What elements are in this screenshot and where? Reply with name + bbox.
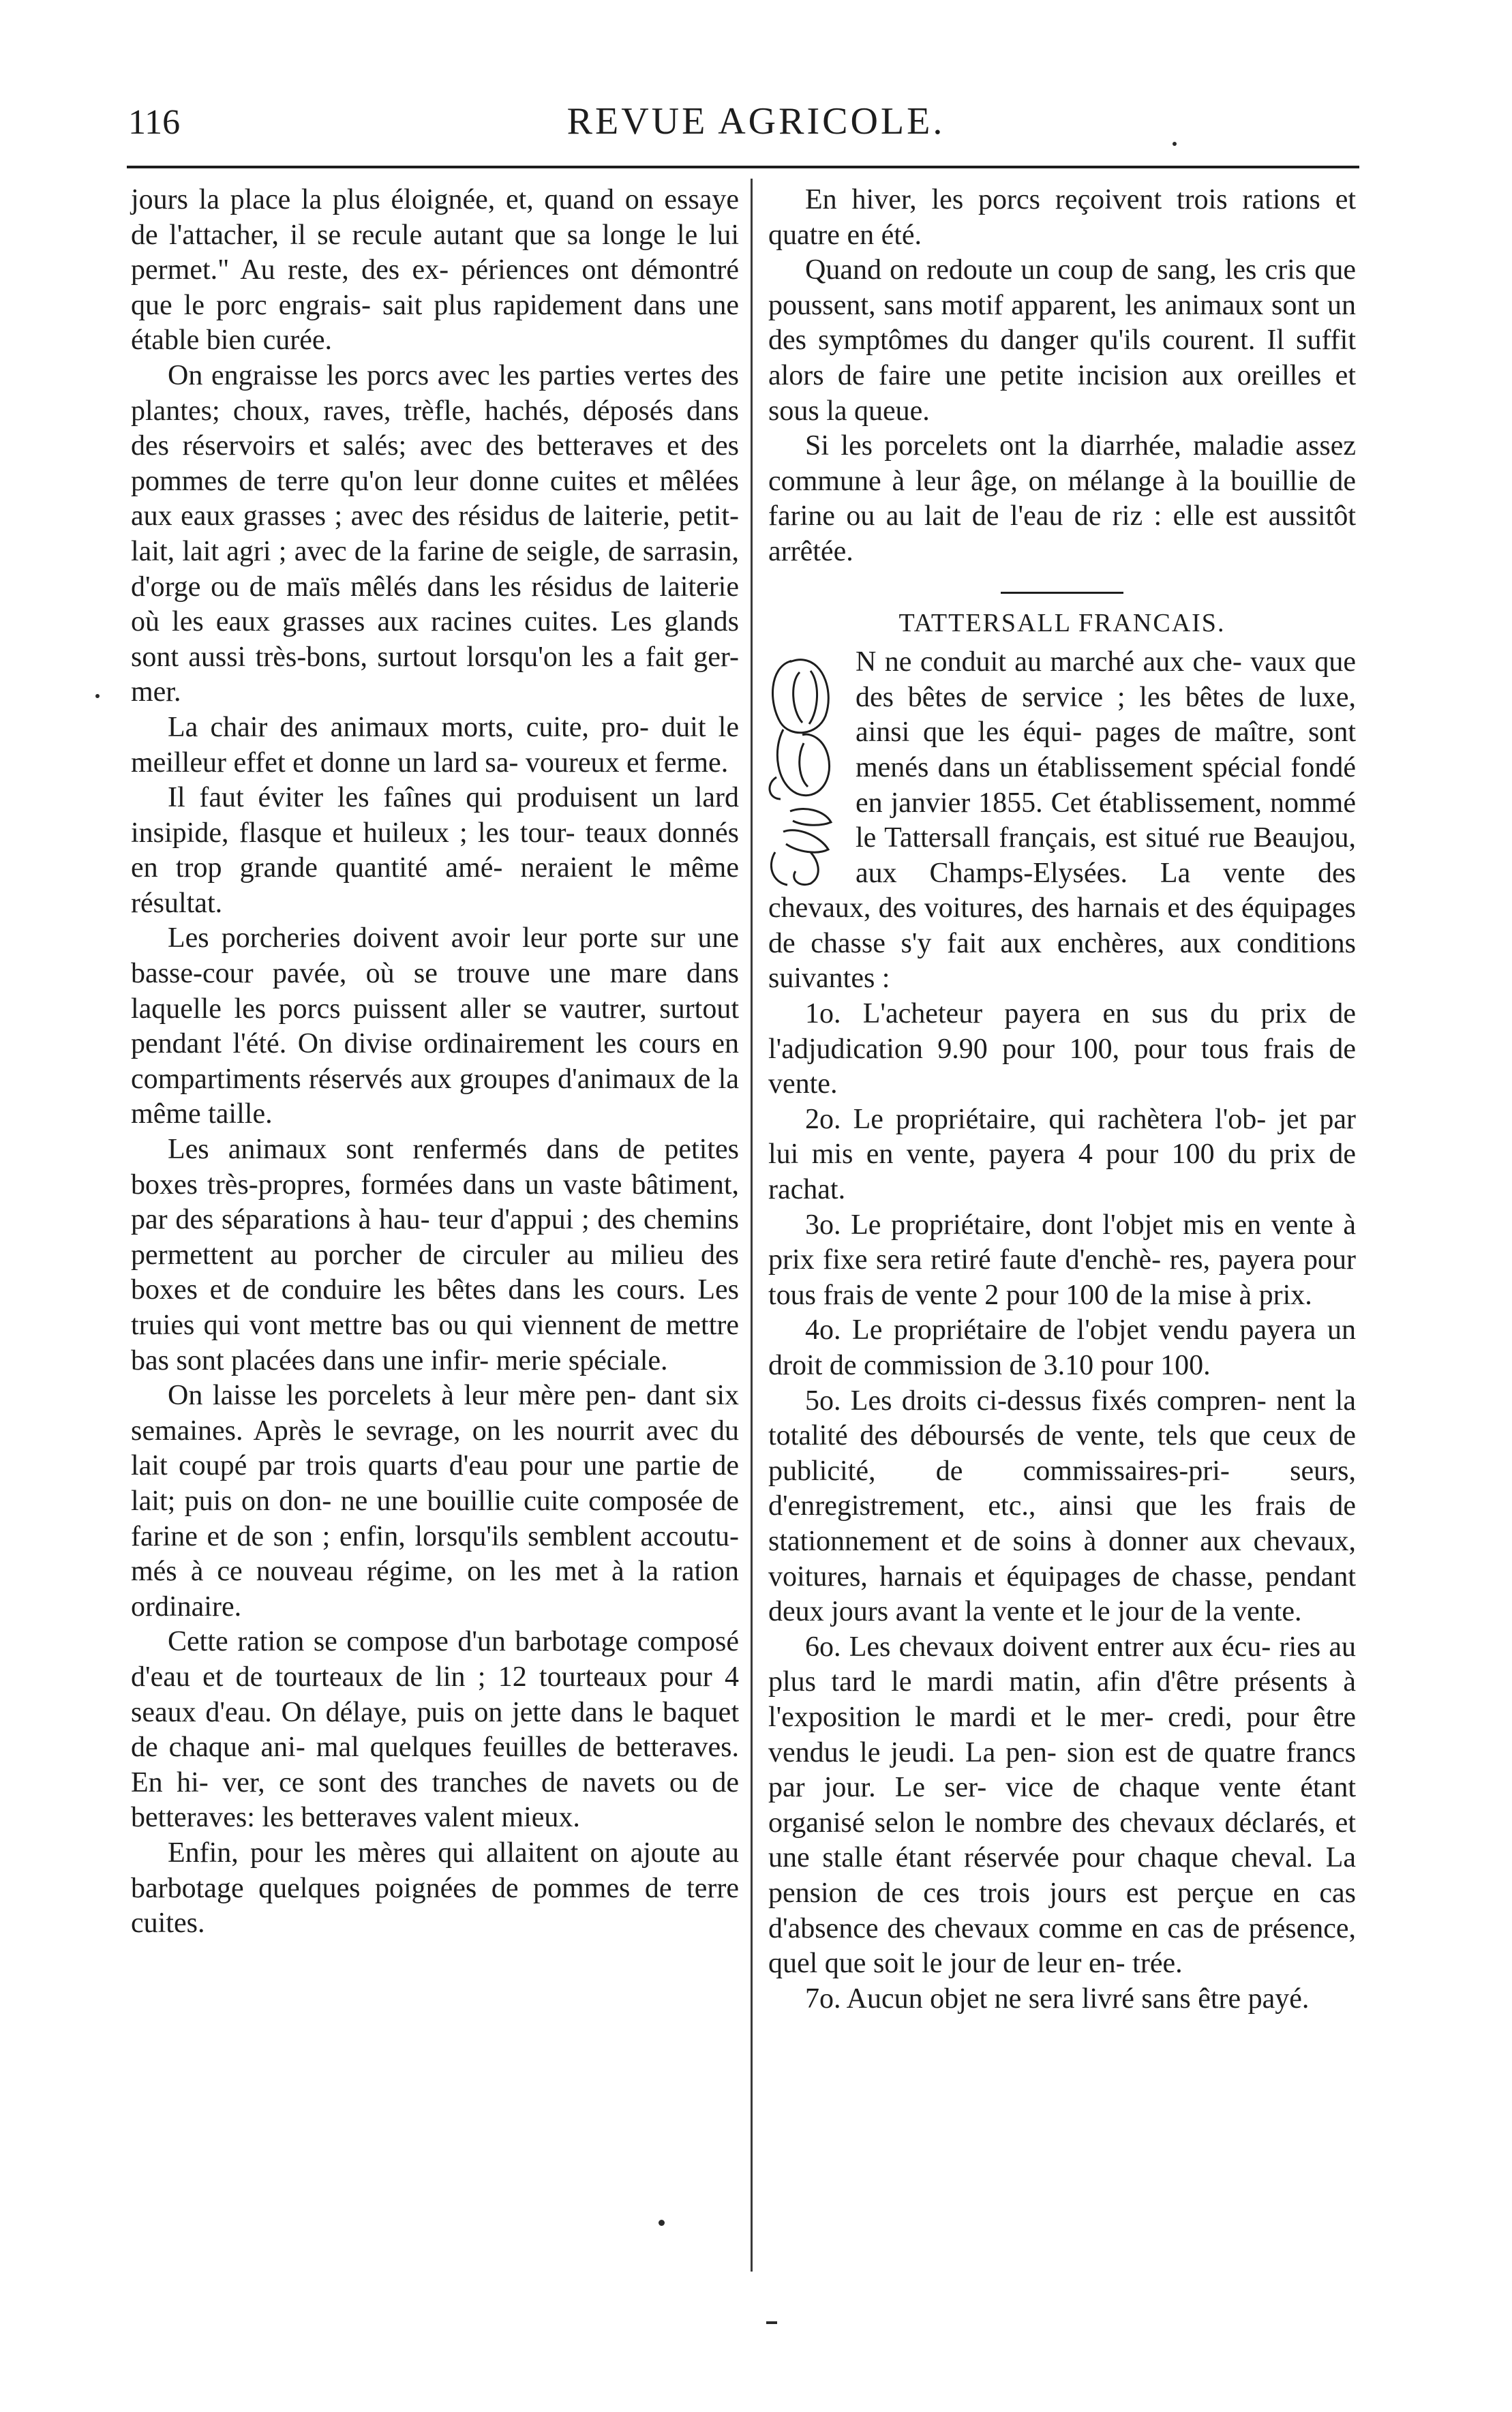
paragraph: Si les porcelets ont la diarrhée, maladie assez commune à leur âge, on mélange à la bouillie de farine ou au lait de l'eau de riz : elle est aussitôt arrêtée. xyxy=(768,430,1356,567)
rule-item: 3o. Le propriétaire, dont l'objet mis en vente à prix fixe sera retiré faute d'enchè- res, payera pour tous frais de vente 2 pour 100 de la mise à prix. xyxy=(768,1209,1356,1311)
paragraph: En hiver, les porcs reçoivent trois rations et quatre en été. xyxy=(768,184,1356,251)
print-speck xyxy=(95,694,100,698)
rule-item: 2o. Le propriétaire, qui rachètera l'ob- jet par lui mis en vente, payera 4 pour 100 du prix de rachat. xyxy=(768,1103,1356,1206)
section-separator xyxy=(1001,592,1123,594)
section-title: TATTERSALL FRANCAIS. xyxy=(898,608,1226,637)
print-mark xyxy=(766,2321,777,2324)
paragraph: La chair des animaux morts, cuite, pro- duit le meilleur effet et donne un lard sa- voureux et ferme. xyxy=(131,711,739,779)
paragraph: On laisse les porcelets à leur mère pen- dant six semaines. Après le sevrage, on les nourrit avec du lait coupé par trois quarts d'eau pour une partie de lait; puis on don- ne une bouillie cuite composée de farine et de son ; enfin, lorsqu'ils semblent accoutu- més à ce nouveau régime, on les met à la ration ordinaire. xyxy=(131,1380,739,1623)
print-speck xyxy=(1173,142,1177,146)
ornate-letter-O-icon xyxy=(763,648,849,890)
rule-item: 5o. Les droits ci-dessus fixés compren- nent la totalité des déboursés de vente, tels que ceux de publicité, de commissaires-pri- seurs, d'enregistrement, etc., ainsi que les frais de stationnement et de soins à donner aux chevaux, voitures, harnais et équipages de chasse, pendant deux jours avant la vente et le jour de la vente. xyxy=(768,1385,1356,1628)
paragraph: On engraisse les porcs avec les parties vertes des plantes; choux, raves, trèfle, hachés, déposés dans des réservoirs et salés; avec des betteraves et des pommes de terre qu'on leur donne cuites et mêlées aux eaux grasses ; avec des résidus de laiterie, petit- lait, lait agri ; avec de la farine de seigle, de sarrasin, d'orge ou de maïs mêlés dans les résidus de laiterie où les eaux grasses aux racines cuites. Les glands sont aussi très-bons, surtout lorsqu'on les a fait ger- mer. xyxy=(131,359,739,708)
left-column xyxy=(131,183,739,1942)
paragraph: jours la place la plus éloignée, et, quand on essaye de l'attacher, il se recule autant que sa longe le lui permet." Au reste, des ex- périences ont démontré que le porc engrais- sait plus rapidement dans une étable bien curée. xyxy=(131,184,739,357)
print-mark xyxy=(659,2220,665,2226)
right-column xyxy=(768,183,1356,2017)
paragraph: Les animaux sont renfermés dans de petites boxes très-propres, formées dans un vaste bâtiment, par des séparations à hau- teur d'appui ; des chemins permettent au porcher de circuler au milieu des boxes et de conduire les bêtes dans les cours. Les truies qui vont mettre bas ou qui viennent de mettre bas sont placées dans une infir- merie spéciale. xyxy=(131,1134,739,1376)
paragraph: Il faut éviter les faînes qui produisent un lard insipide, flasque et huileux ; les tour- teaux donnés en trop grande quantité amé- neraient le même résultat. xyxy=(131,782,739,919)
running-title: REVUE AGRICOLE. xyxy=(566,100,946,142)
column-divider xyxy=(751,179,753,2272)
paragraph: Quand on redoute un coup de sang, les cris que poussent, sans motif apparent, les animaux sont un des symptômes du danger qu'ils courent. Il suffit alors de faire une petite incision aux oreilles et sous la queue. xyxy=(768,254,1356,427)
lead-paragraph: N ne conduit au marché aux che- vaux que des bêtes de service ; les bêtes de luxe, ainsi que les équi- pages de maître, sont menés dans un établissement spécial fondé en janvier 1855. Cet établissement, nommé le Tattersall français, est situé rue Beaujou, aux Champs-Elysées. La vente des chevaux, des voitures, des harnais et des équipages de chasse s'y fait aux enchères, aux conditions suivantes : xyxy=(768,646,1356,995)
rule-item: 6o. Les chevaux doivent entrer aux écu- ries au plus tard le mardi matin, afin d'être présents à l'exposition le mardi et le mer- credi, pour être vendus le jeudi. La pen- sion est de quatre francs par jour. Le ser- vice de chaque vente étant organisé selon le nombre des chevaux déclarés, et une stalle étant réservée pour chaque cheval. La pension de ces trois jours est perçue en cas d'absence des chevaux comme en cas de présence, quel que soit le jour de leur en- trée. xyxy=(768,1631,1356,1980)
rule-item: 4o. Le propriétaire de l'objet vendu payera un droit de commission de 3.10 pour 100. xyxy=(768,1314,1356,1381)
paragraph: Enfin, pour les mères qui allaitent on ajoute au barbotage quelques poignées de pommes de terre cuites. xyxy=(131,1837,739,1940)
rule-item: 7o. Aucun objet ne sera livré sans être payé. xyxy=(805,1983,1310,2015)
paragraph: Cette ration se compose d'un barbotage composé d'eau et de tourteaux de lin ; 12 tourteaux pour 4 seaux d'eau. On délaye, puis on jette dans le baquet de chaque ani- mal quelques feuilles de betteraves. En hi- ver, ce sont des tranches de navets ou de betteraves: les betteraves valent mieux. xyxy=(131,1626,739,1834)
rule-item: 1o. L'acheteur payera en sus du prix de l'adjudication 9.90 pour 100, pour tous frais de vente. xyxy=(768,998,1356,1100)
page-number: 116 xyxy=(128,103,181,142)
paragraph: Les porcheries doivent avoir leur porte sur une basse-cour pavée, où se trouve une mare dans laquelle les porcs puissent aller se vautrer, surtout pendant l'été. On divise ordinairement les cours en compartiments réservés aux groupes d'animaux de la même taille. xyxy=(131,922,739,1130)
header-rule xyxy=(127,166,1359,168)
